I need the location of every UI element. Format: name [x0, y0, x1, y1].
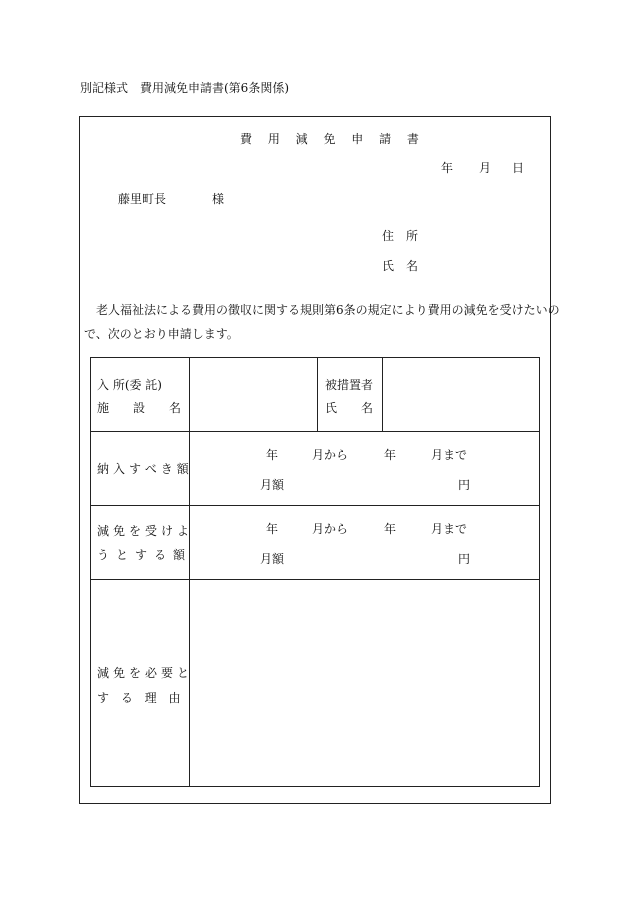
payable-year-from: 年: [266, 448, 279, 462]
date-year-label: 年: [441, 161, 454, 175]
date-month-label: 月: [479, 161, 492, 175]
table-column-divider: [382, 357, 383, 431]
facility-label-line1: 入 所(委 託): [97, 378, 162, 392]
addressee-name: 藤里町長: [118, 192, 167, 206]
reduction-label-line1: 減免を受けよ: [97, 524, 194, 538]
reduction-month-from: 月から: [312, 522, 349, 536]
body-text-line2: で、次のとおり申請します。: [84, 327, 239, 341]
table-column-divider: [189, 357, 190, 787]
body-text-line1: 老人福祉法による費用の徴収に関する規則第6条の規定により費用の減免を受けたいの: [96, 303, 560, 317]
payable-yen-unit: 円: [458, 478, 471, 492]
reduction-year-to: 年: [384, 522, 397, 536]
name-label: 氏 名: [382, 259, 419, 273]
facility-name-field[interactable]: [196, 364, 310, 424]
reduction-yen-unit: 円: [458, 552, 471, 566]
table-column-divider: [317, 357, 318, 431]
form-title: 費 用 減 免 申 請 書: [240, 132, 425, 146]
addressee-honorific: 様: [212, 192, 225, 206]
table-row-divider: [90, 579, 540, 580]
date-day-label: 日: [512, 161, 525, 175]
payable-monthly-label: 月額: [260, 478, 285, 492]
reduction-monthly-label: 月額: [260, 552, 285, 566]
reason-label-line2: す る 理 由: [97, 691, 185, 705]
person-name-field[interactable]: [389, 364, 533, 424]
reason-field[interactable]: [196, 586, 533, 780]
reduction-month-to: 月まで: [431, 522, 468, 536]
reason-label-line1: 減免を必要と: [97, 666, 194, 680]
reduction-label-line2: うとする額: [97, 548, 193, 562]
payable-year-to: 年: [384, 448, 397, 462]
facility-label-line2: 施 設 名: [97, 401, 182, 415]
table-row-divider: [90, 505, 540, 506]
payable-label: 納入すべき額: [97, 462, 193, 476]
payable-month-from: 月から: [312, 448, 349, 462]
address-label: 住 所: [382, 229, 419, 243]
payable-month-to: 月まで: [431, 448, 468, 462]
person-label-line1: 被措置者: [325, 378, 374, 392]
reduction-year-from: 年: [266, 522, 279, 536]
form-caption: 別記様式 費用減免申請書(第6条関係): [80, 81, 289, 95]
person-label-line2: 氏 名: [325, 401, 374, 415]
table-row-divider: [90, 431, 540, 432]
